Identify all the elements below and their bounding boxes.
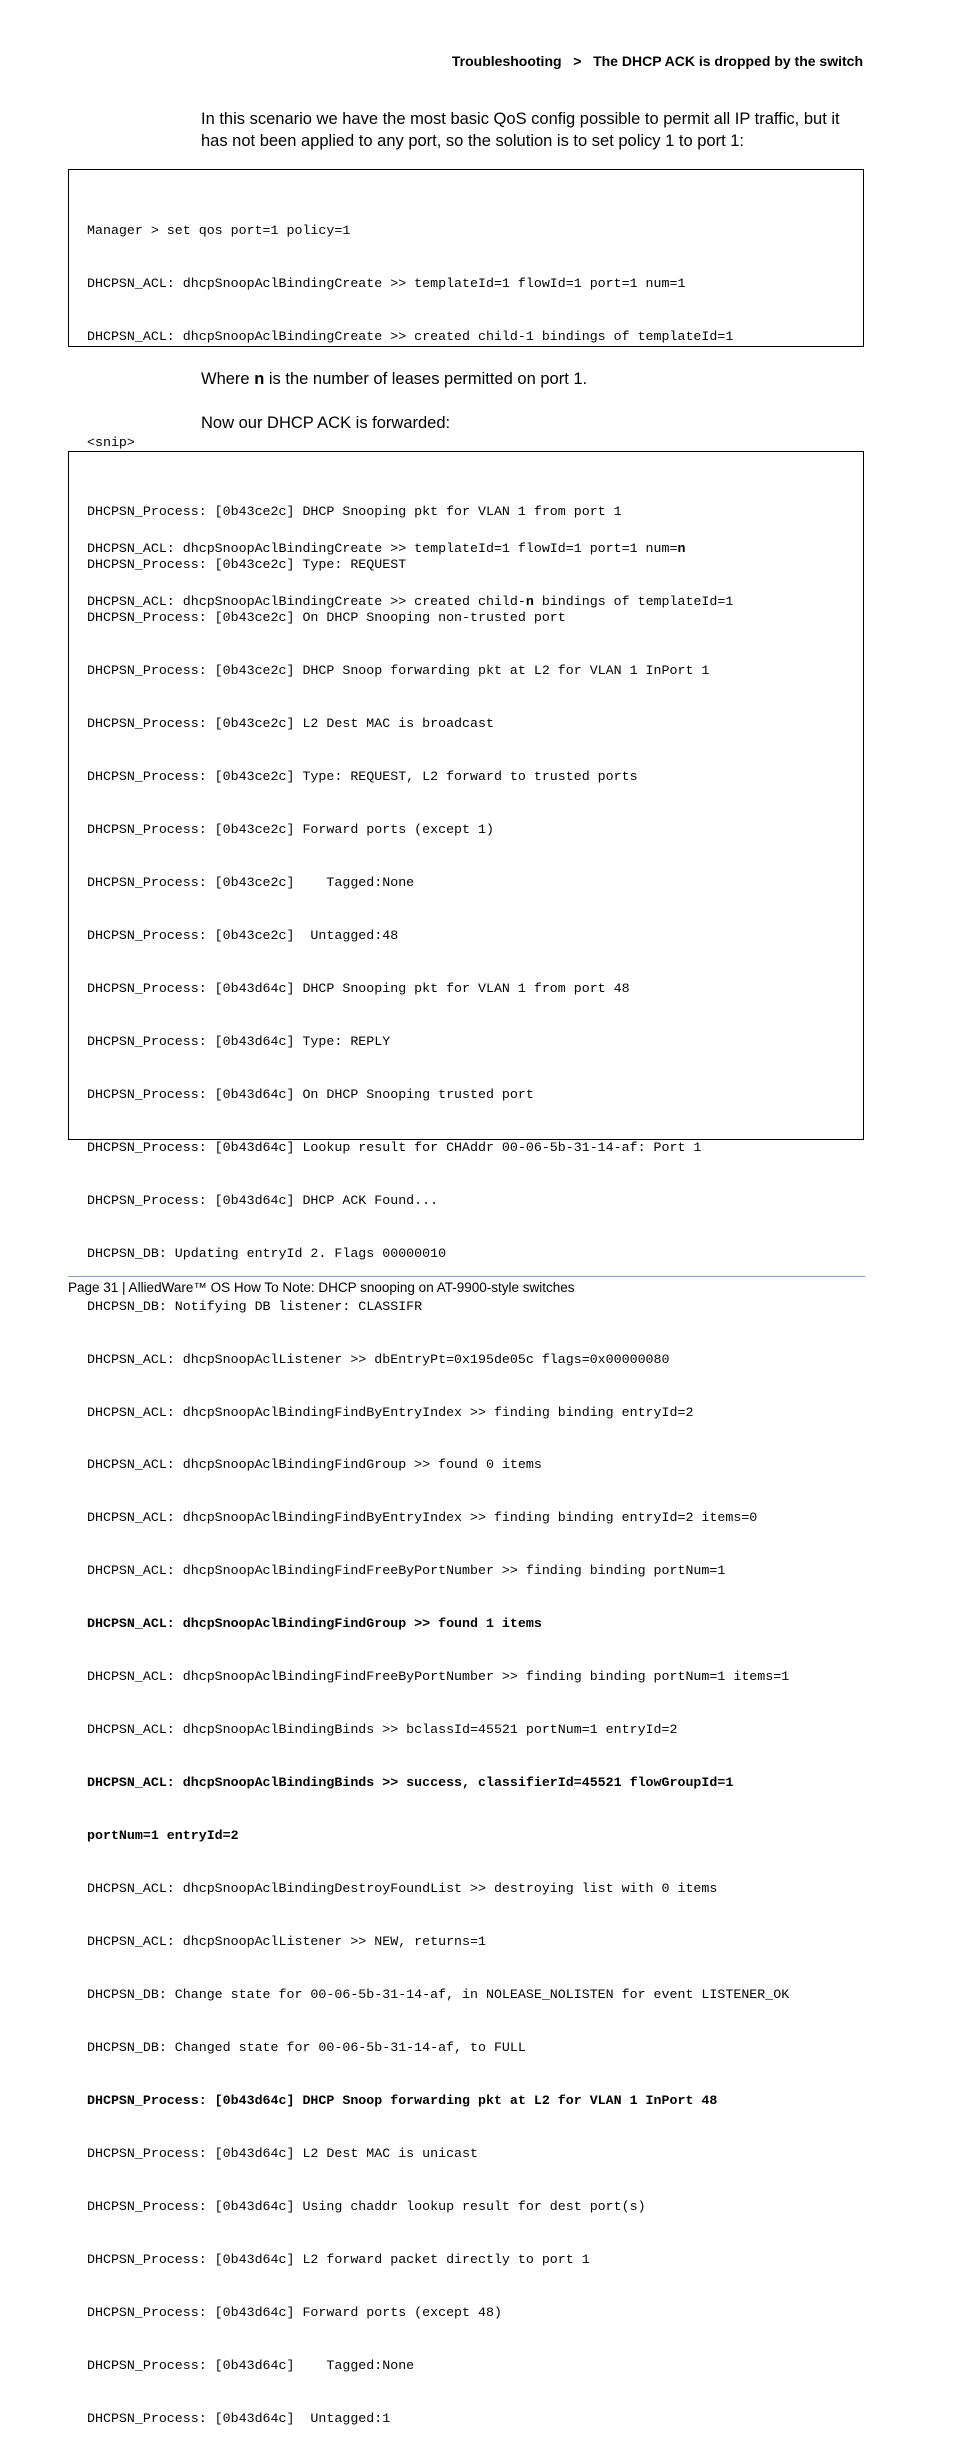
code-line: DHCPSN_Process: [0b43ce2c] On DHCP Snooping non-trusted port	[87, 610, 566, 626]
code-line: DHCPSN_ACL: dhcpSnoopAclBindingDestroyFoundList >> destroying list with 0 items	[87, 1881, 718, 1897]
code-line: DHCPSN_Process: [0b43d64c] Forward ports (except 48)	[87, 2304, 502, 2320]
code-line: DHCPSN_ACL: dhcpSnoopAclBindingFindByEntryIndex >> finding binding entryId=2 items=0	[87, 1510, 758, 1526]
code-line: DHCPSN_Process: [0b43ce2c] L2 Dest MAC is broadcast	[87, 716, 494, 732]
code-line: DHCPSN_ACL: dhcpSnoopAclListener >> dbEntryPt=0x195de05c flags=0x00000080	[87, 1351, 670, 1367]
code-line: DHCPSN_Process: [0b43ce2c] Type: REQUEST, L2 forward to trusted ports	[87, 769, 638, 785]
where-prefix: Where	[201, 370, 255, 388]
code-line: DHCPSN_Process: [0b43d64c] L2 forward packet directly to port 1	[87, 2251, 590, 2267]
code-var-n: n	[677, 541, 686, 557]
code-line: DHCPSN_ACL: dhcpSnoopAclBindingFindFreeByPortNumber >> finding binding portNum=1	[87, 1563, 726, 1579]
code-line-bold: portNum=1 entryId=2	[87, 1828, 239, 1844]
intro-paragraph: In this scenario we have the most basic QoS config possible to permit all IP traffic, but it has not been applied to any port, so the solution is to set policy 1 to port 1:	[201, 110, 840, 150]
header-separator: >	[573, 53, 582, 69]
code-line: DHCPSN_Process: [0b43ce2c] Untagged:48	[87, 927, 399, 943]
code-line: DHCPSN_Process: [0b43ce2c] Forward ports (except 1)	[87, 822, 494, 838]
code-line: DHCPSN_Process: [0b43d64c] Using chaddr lookup result for dest port(s)	[87, 2198, 646, 2214]
header-section: Troubleshooting	[451, 53, 562, 69]
code-line: DHCPSN_Process: [0b43d64c] Untagged:1	[87, 2410, 391, 2426]
code-line: Manager > set qos port=1 policy=1	[87, 223, 351, 239]
code-line-bold: DHCPSN_ACL: dhcpSnoopAclBindingFindGroup >> found 1 items	[87, 1616, 542, 1632]
code-line: DHCPSN_DB: Updating entryId 2. Flags 00000010	[87, 1245, 447, 1261]
where-suffix: is the number of leases permitted on port 1.	[264, 370, 588, 388]
code-line: DHCPSN_Process: [0b43ce2c] Type: REQUEST	[87, 557, 407, 573]
page-footer: Page 31 | AlliedWare™ OS How To Note: DHCP snooping on AT-9900-style switches	[68, 1280, 575, 1295]
where-paragraph	[201, 368, 866, 390]
now-paragraph: Now our DHCP ACK is forwarded:	[201, 414, 451, 432]
footer-divider	[68, 1276, 865, 1277]
running-header	[452, 53, 863, 69]
code-line: DHCPSN_Process: [0b43d64c] On DHCP Snooping trusted port	[87, 1086, 534, 1102]
code-line: DHCPSN_Process: [0b43ce2c] Tagged:None	[87, 874, 415, 890]
where-var-n: n	[254, 370, 265, 388]
code-line-bold: DHCPSN_Process: [0b43d64c] DHCP Snoop forwarding pkt at L2 for VLAN 1 InPort 48	[87, 2092, 718, 2108]
code-line: DHCPSN_ACL: dhcpSnoopAclBindingBinds >> bclassId=45521 portNum=1 entryId=2	[87, 1722, 678, 1738]
code-line: DHCPSN_ACL: dhcpSnoopAclBindingCreate >> created child-1 bindings of templateId=1	[87, 329, 734, 345]
code-line: DHCPSN_Process: [0b43d64c] DHCP Snooping pkt for VLAN 1 from port 48	[87, 980, 630, 996]
code-line: DHCPSN_Process: [0b43d64c] Tagged:None	[87, 2357, 415, 2373]
code-var-n: n	[525, 593, 534, 609]
code-line: DHCPSN_Process: [0b43d64c] Type: REPLY	[87, 1033, 391, 1049]
code-line: <snip>	[87, 435, 135, 451]
code-text: bindings of templateId=1	[533, 593, 734, 609]
code-line: DHCPSN_Process: [0b43d64c] L2 Dest MAC is unicast	[87, 2145, 478, 2161]
code-text: DHCPSN_ACL: dhcpSnoopAclBindingCreate >> created child-	[87, 593, 526, 609]
code-line: DHCPSN_Process: [0b43ce2c] DHCP Snoop forwarding pkt at L2 for VLAN 1 InPort 1	[87, 663, 710, 679]
code-line-bold: DHCPSN_ACL: dhcpSnoopAclBindingBinds >> success, classifierId=45521 flowGroupId=1	[87, 1775, 734, 1791]
code-line: DHCPSN_ACL: dhcpSnoopAclBindingFindFreeByPortNumber >> finding binding portNum=1 items=1	[87, 1669, 790, 1685]
code-text: DHCPSN_ACL: dhcpSnoopAclBindingCreate >> templateId=1 flowId=1 port=1 num=	[87, 541, 678, 557]
code-line: DHCPSN_DB: Changed state for 00-06-5b-31-14-af, to FULL	[87, 2039, 526, 2055]
code-line: DHCPSN_ACL: dhcpSnoopAclBindingFindByEntryIndex >> finding binding entryId=2	[87, 1404, 694, 1420]
code-line: DHCPSN_ACL: dhcpSnoopAclBindingCreate >> templateId=1 flowId=1 port=1 num=1	[87, 276, 686, 292]
code-line: DHCPSN_DB: Change state for 00-06-5b-31-14-af, in NOLEASE_NOLISTEN for event LISTENER_OK	[87, 1987, 790, 2002]
code-line: DHCPSN_ACL: dhcpSnoopAclBindingFindGroup >> found 0 items	[87, 1457, 542, 1473]
code-line: DHCPSN_Process: [0b43ce2c] DHCP Snooping pkt for VLAN 1 from port 1	[87, 504, 622, 520]
code-line: DHCPSN_Process: [0b43d64c] Lookup result for CHAddr 00-06-5b-31-14-af: Port 1	[87, 1139, 702, 1155]
header-topic: The DHCP ACK is dropped by the switch	[593, 53, 863, 69]
code-line: DHCPSN_Process: [0b43d64c] DHCP ACK Found...	[87, 1192, 439, 1208]
code-line: DHCPSN_DB: Notifying DB listener: CLASSIFR	[87, 1298, 423, 1314]
code-line: DHCPSN_ACL: dhcpSnoopAclListener >> NEW, returns=1	[87, 1934, 486, 1950]
code-listing-debug	[87, 468, 863, 2463]
